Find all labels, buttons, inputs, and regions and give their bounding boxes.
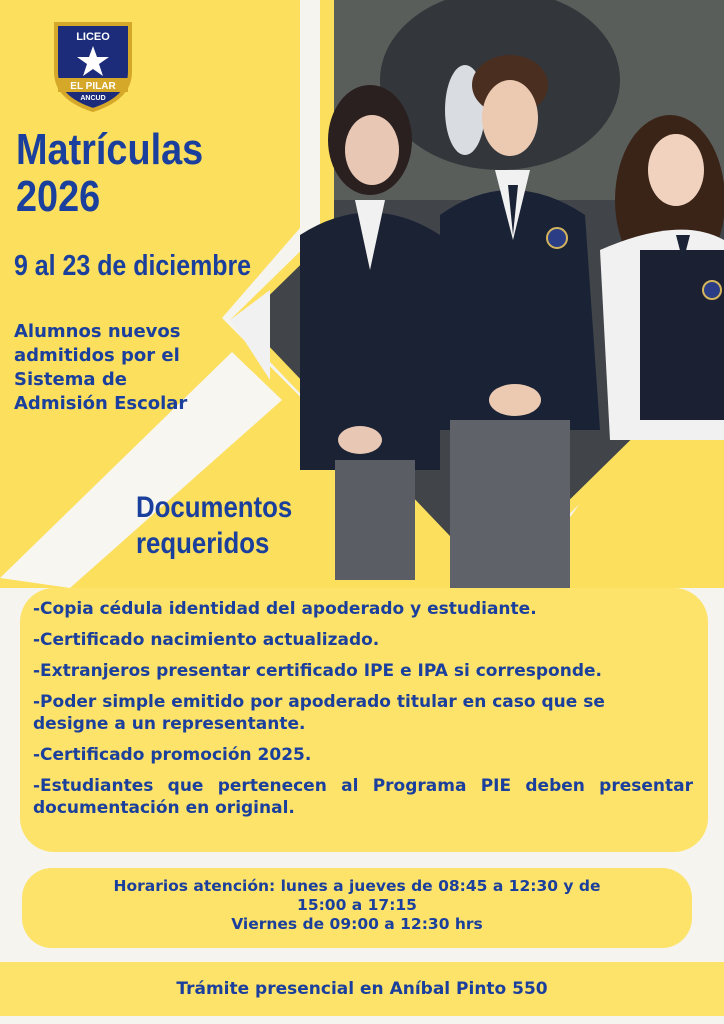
requirements-box xyxy=(20,588,708,852)
audience-text: Alumnos nuevos admitidos por el Sistema de Admisión Escolar xyxy=(14,321,188,414)
hours-line-1: Horarios atención: lunes a jueves de 08:45 a 12:30 y de xyxy=(113,877,601,895)
requirement-item: -Certificado nacimiento actualizado. xyxy=(33,630,380,650)
office-hours-box xyxy=(22,868,692,948)
footer-address: Trámite presencial en Aníbal Pinto 550 xyxy=(0,962,724,1016)
hours-line-2: 15:00 a 17:15 xyxy=(297,896,417,914)
requirement-item: -Extranjeros presentar certificado IPE e IPA si corresponde. xyxy=(33,661,602,681)
requirement-item: -Poder simple emitido por apoderado titular en caso que se designe a un representante. xyxy=(33,692,605,734)
requirement-item: -Copia cédula identidad del apoderado y estudiante. xyxy=(33,599,537,619)
logo-top-text: LICEO xyxy=(76,31,110,43)
logo-sub-text: ANCUD xyxy=(80,95,106,102)
school-logo xyxy=(52,20,134,112)
requirement-item: -Estudiantes que pertenecen al Programa PIE deben presentar documentación en original. xyxy=(33,776,693,818)
documents-heading: Documentos requeridos xyxy=(136,491,293,560)
logo-bottom-text: EL PILAR xyxy=(70,81,116,92)
page-title: Matrículas 2026 xyxy=(16,125,204,221)
enrollment-dates: 9 al 23 de diciembre xyxy=(14,250,252,282)
requirement-item: -Certificado promoción 2025. xyxy=(33,745,312,765)
hours-line-3: Viernes de 09:00 a 12:30 hrs xyxy=(231,915,483,933)
